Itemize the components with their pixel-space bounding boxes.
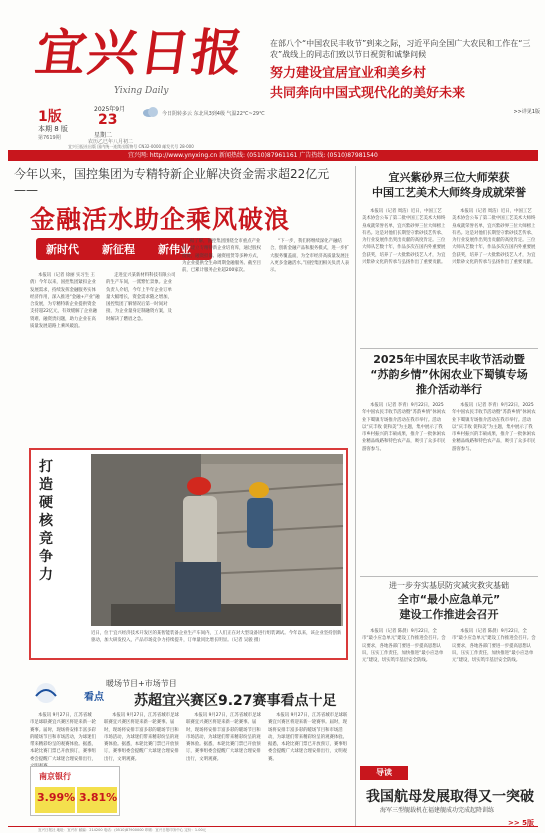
emergency-kicker: 进一步夯实基层防灾减灾救灾基础 (389, 581, 509, 590)
sports-text-col4: 本报讯 9月27日，江苏省城市足球联赛宜兴赛区将迎来新一轮赛事。届时，现场将安排丰富多彩的暖场节目和市场活动，为球迷们带来精彩纷呈的观赛体验。据悉，本轮比赛门票已开放预订，赛事组委会提醒广大球迷合理安排出行，文明观赛。 (268, 713, 348, 762)
bank-advertisement[interactable] (30, 766, 120, 816)
emergency-text-col2: 本报讯（记者 陈晨）9月22日，全市“最小应急单元”建设工作推进会召开。会议要求，各地各部门要进一步提高思想认识，压实工作责任，加快推进“最小应急单元”建设，切实筑牢基层安全防线。 (452, 629, 536, 664)
sports-text-col1: 本报讯 9月27日，江苏省城市足球联赛宜兴赛区将迎来新一轮赛事。届时，现场将安排丰富多彩的暖场节目和市场活动，为球迷们带来精彩纷呈的观赛体验。据悉，本轮比赛门票已开放预订，赛事组委会提醒广大球迷合理安排出行， (30, 713, 96, 762)
emergency-headline-1: 全市“最小应急单元” (397, 593, 501, 606)
harvest-headline-1: 2025年中国农民丰收节活动暨 (373, 353, 525, 366)
main-story-kicker: 今年以来，国控集团为专精特新企业解决资金需求超22亿元—— (14, 167, 330, 197)
column-divider (355, 166, 356, 826)
main-story-text-col1: 本报讯（记者 徐丽 实习生 王倩）今年以来，国控集团紧扣企业发展需求，持续发挥金融服务实体经济作用，深入推进“金融+产业”融合发展，为专精特新企业提供资金支持超22亿元，有效缓解了企业融资难、融资贵问题，助力企业在高质量发展道路上乘风破浪。 (30, 273, 100, 330)
harvest-text-col2: 本报讯（记者 李青）9月22日，2025年中国农民丰收节活动暨“苏韵乡情”休闲农业下蜀镇专场推介活动在我市举行。活动以“庆丰收 促和美”为主题，集中展示了我市乡村振兴的丰硕成果，推介了一批休闲农业精品线路和特色农产品，吸引了众多市民游客参与。 (452, 403, 536, 452)
kandian-label: 看点 (84, 692, 104, 703)
see-page-link[interactable]: >>详见1版 (513, 109, 540, 115)
zisha-story[interactable] (360, 170, 538, 200)
guide-page-link[interactable]: >> 5版 (508, 819, 535, 827)
rate-value-2: 3.81% (79, 791, 118, 804)
emergency-headline-2: 建设工作推进会召开 (399, 608, 499, 621)
sports-kicker: 暖场节目+市场节目 (106, 679, 177, 688)
zisha-text-col2: 本报讯（记者 周洁）近日，中国工艺美术协会公布了第二批中国工艺美术大师终身成就荣誉名单，宜兴紫砂界三位大师榜上有名。这是对他们长期坚守紫砂技艺传承、为行业发展作出突出贡献的高度肯定。三位大师从艺数十年，作品多次在国内外重要展会获奖，培养了一大批紫砂技艺人才，为宜兴紫砂文化的传承与弘扬作出了重要贡献。 (452, 209, 536, 266)
main-story-headline: 金融活水助企乘风破浪 (30, 205, 291, 234)
main-story-text-col2: 走进宜兴某新材料科技有限公司的生产车间，一派繁忙景象。企业负责人介绍，今年上半年企业订单量大幅增长，资金需求随之增加，国控集团了解情况后第一时间对接，为企业量身定制融资方案，及时解决了燃眉之急。 (106, 273, 176, 322)
rate-value-1: 3.99% (37, 791, 76, 804)
lead-headline-line1: 努力建设宜居宜业和美乡村 (270, 66, 427, 81)
lead-headline-line2: 共同奔向中国式现代化的美好未来 (270, 86, 466, 101)
lead-subheadline: 在部八个“中国农民丰收节”到来之际，习近平向全国广大农民和工作在“三农”战线上的同志们致以节日祝贺和诚挚问候 (270, 39, 531, 59)
main-story[interactable] (14, 166, 352, 236)
zisha-headline-2: 中国工艺美术大师终身成就荣誉 (372, 186, 526, 199)
guide-headline[interactable]: 我国航母发展取得又一突破 (366, 789, 534, 805)
kandian-logo-icon (30, 682, 90, 704)
issue-day: 23 (98, 112, 118, 128)
page-count: 本期 8 版 (38, 125, 68, 133)
newspaper-logo: 宜兴日报 (31, 23, 249, 82)
page-footer: 宜兴日报社 地址：宜兴市 邮编：214200 电话：(0510)87900000 印刷：宜兴日报印务中心 定价：1.00元 (8, 826, 538, 833)
masthead (8, 6, 538, 156)
sports-headline[interactable]: 苏超宜兴赛区9.27赛事看点十足 (134, 693, 337, 709)
main-story-text-col4: “下一步，我们将继续深化产融结合，创新金融产品和服务模式，进一步扩大服务覆盖面，为全市经济高质量发展注入更多金融活水。”国控集团相关负责人表示。 (270, 239, 350, 274)
harvest-headline-3: 推介活动举行 (416, 383, 482, 396)
logo-subtitle: Yixing Daily (114, 86, 169, 96)
issue-number: 第7619期 (38, 135, 61, 141)
slogan-3: 新伟业 (158, 243, 191, 256)
harvest-story[interactable] (360, 352, 538, 397)
section-divider (360, 348, 538, 349)
zisha-text-col1: 本报讯（记者 周洁）近日，中国工艺美术协会公布了第二批中国工艺美术大师终身成就荣誉名单，宜兴紫砂界三位大师榜上有名。这是对他们长期坚守紫砂技艺传承、为行业发展作出突出贡献的高度肯定。三位大师从艺数十年，作品多次在国内外重要展会获奖，培养了一大批紫砂技艺人才，为宜兴紫砂文化的传承与弘扬作出了重要贡献。 (362, 209, 446, 266)
issue-weekday: 星期二 (94, 132, 113, 139)
page-label: 1版 (38, 109, 62, 125)
photo-feature[interactable] (29, 448, 348, 660)
sports-text-col3: 本报讯 9月27日，江苏省城市足球联赛宜兴赛区将迎来新一轮赛事。届时，现场将安排丰富多彩的暖场节目和市场活动，为球迷们带来精彩纷呈的观赛体验。据悉，本轮比赛门票已开放预订，赛事组委会提醒广大球迷合理安排出行，文明观赛。 (186, 713, 261, 762)
section-divider (360, 576, 538, 577)
cloud-icon (142, 106, 160, 118)
bank-logo: 南京银行 (39, 772, 71, 781)
emergency-story[interactable] (360, 580, 538, 622)
slogan-2: 新征程 (102, 243, 135, 256)
zisha-headline-1: 宜兴紫砂界三位大师荣获 (388, 171, 510, 184)
harvest-headline-2: “苏韵乡情”休闲农业下蜀镇专场 (370, 368, 528, 381)
guide-subheadline: 海军三型舰载机在福建舰成功完成起降训练 (380, 807, 495, 814)
publication-info: 宜兴日报社出版 国内统一连续出版物号 CN32-0000 邮发代号 28-000 (68, 144, 194, 149)
photo-title: 打造硬核竞争力 (39, 459, 53, 583)
weather-text: 今日阴转多云 东北风3到4级 气温22℃~29℃ (162, 111, 265, 117)
sports-text-col2: 本报讯 9月27日，江苏省城市足球联赛宜兴赛区将迎来新一轮赛事。届时，现场将安排丰富多彩的暖场节目和市场活动，为球迷们带来精彩纷呈的观赛体验。据悉，本轮比赛门票已开放预订，赛事组委会提醒广大球迷合理安排出行，文明观赛。 (104, 713, 179, 762)
contact-bar: 宜兴网: http://www.ynyxing.cn 新闻热线: (0510)87961161 广告热线: (0510)87981540 (8, 150, 538, 161)
lead-headline-block[interactable] (270, 38, 540, 115)
guide-label: 导读 (360, 766, 408, 780)
issue-year-month: 2025年9月 (94, 106, 126, 113)
lunar-date: 农历乙巳年八月初二 (88, 139, 134, 145)
photo-caption: 近日，位于宜兴经济技术开发区的某智能装备企业生产车间内，工人们正在对大型设备进行组装调试。今年以来，该企业坚持创新驱动，加大研发投入，产品市场竞争力持续提升，订单量同比增长明显。（记者 吴骏 摄） (91, 631, 342, 643)
factory-worker-photo (91, 454, 343, 626)
emergency-text-col1: 本报讯（记者 陈晨）9月22日，全市“最小应急单元”建设工作推进会召开。会议要求，各地各部门要进一步提高思想认识，压实工作责任，加快推进“最小应急单元”建设，切实筑牢基层安全防线。 (362, 629, 446, 664)
main-story-text-col3: 据了解，国控集团围绕全市重点产业链，建立专精特新企业培育库，通过股权投资、融资担保、融资租赁等多种方式，为企业提供全生命周期金融服务。截至目前，已累计服务企业超200家次。 (182, 239, 262, 274)
slogan-1: 新时代 (46, 243, 79, 256)
harvest-text-col1: 本报讯（记者 李青）9月22日，2025年中国农民丰收节活动暨“苏韵乡情”休闲农业下蜀镇专场推介活动在我市举行。活动以“庆丰收 促和美”为主题，集中展示了我市乡村振兴的丰硕成果，推介了一批休闲农业精品线路和特色农产品，吸引了众多市民游客参与。 (362, 403, 446, 452)
